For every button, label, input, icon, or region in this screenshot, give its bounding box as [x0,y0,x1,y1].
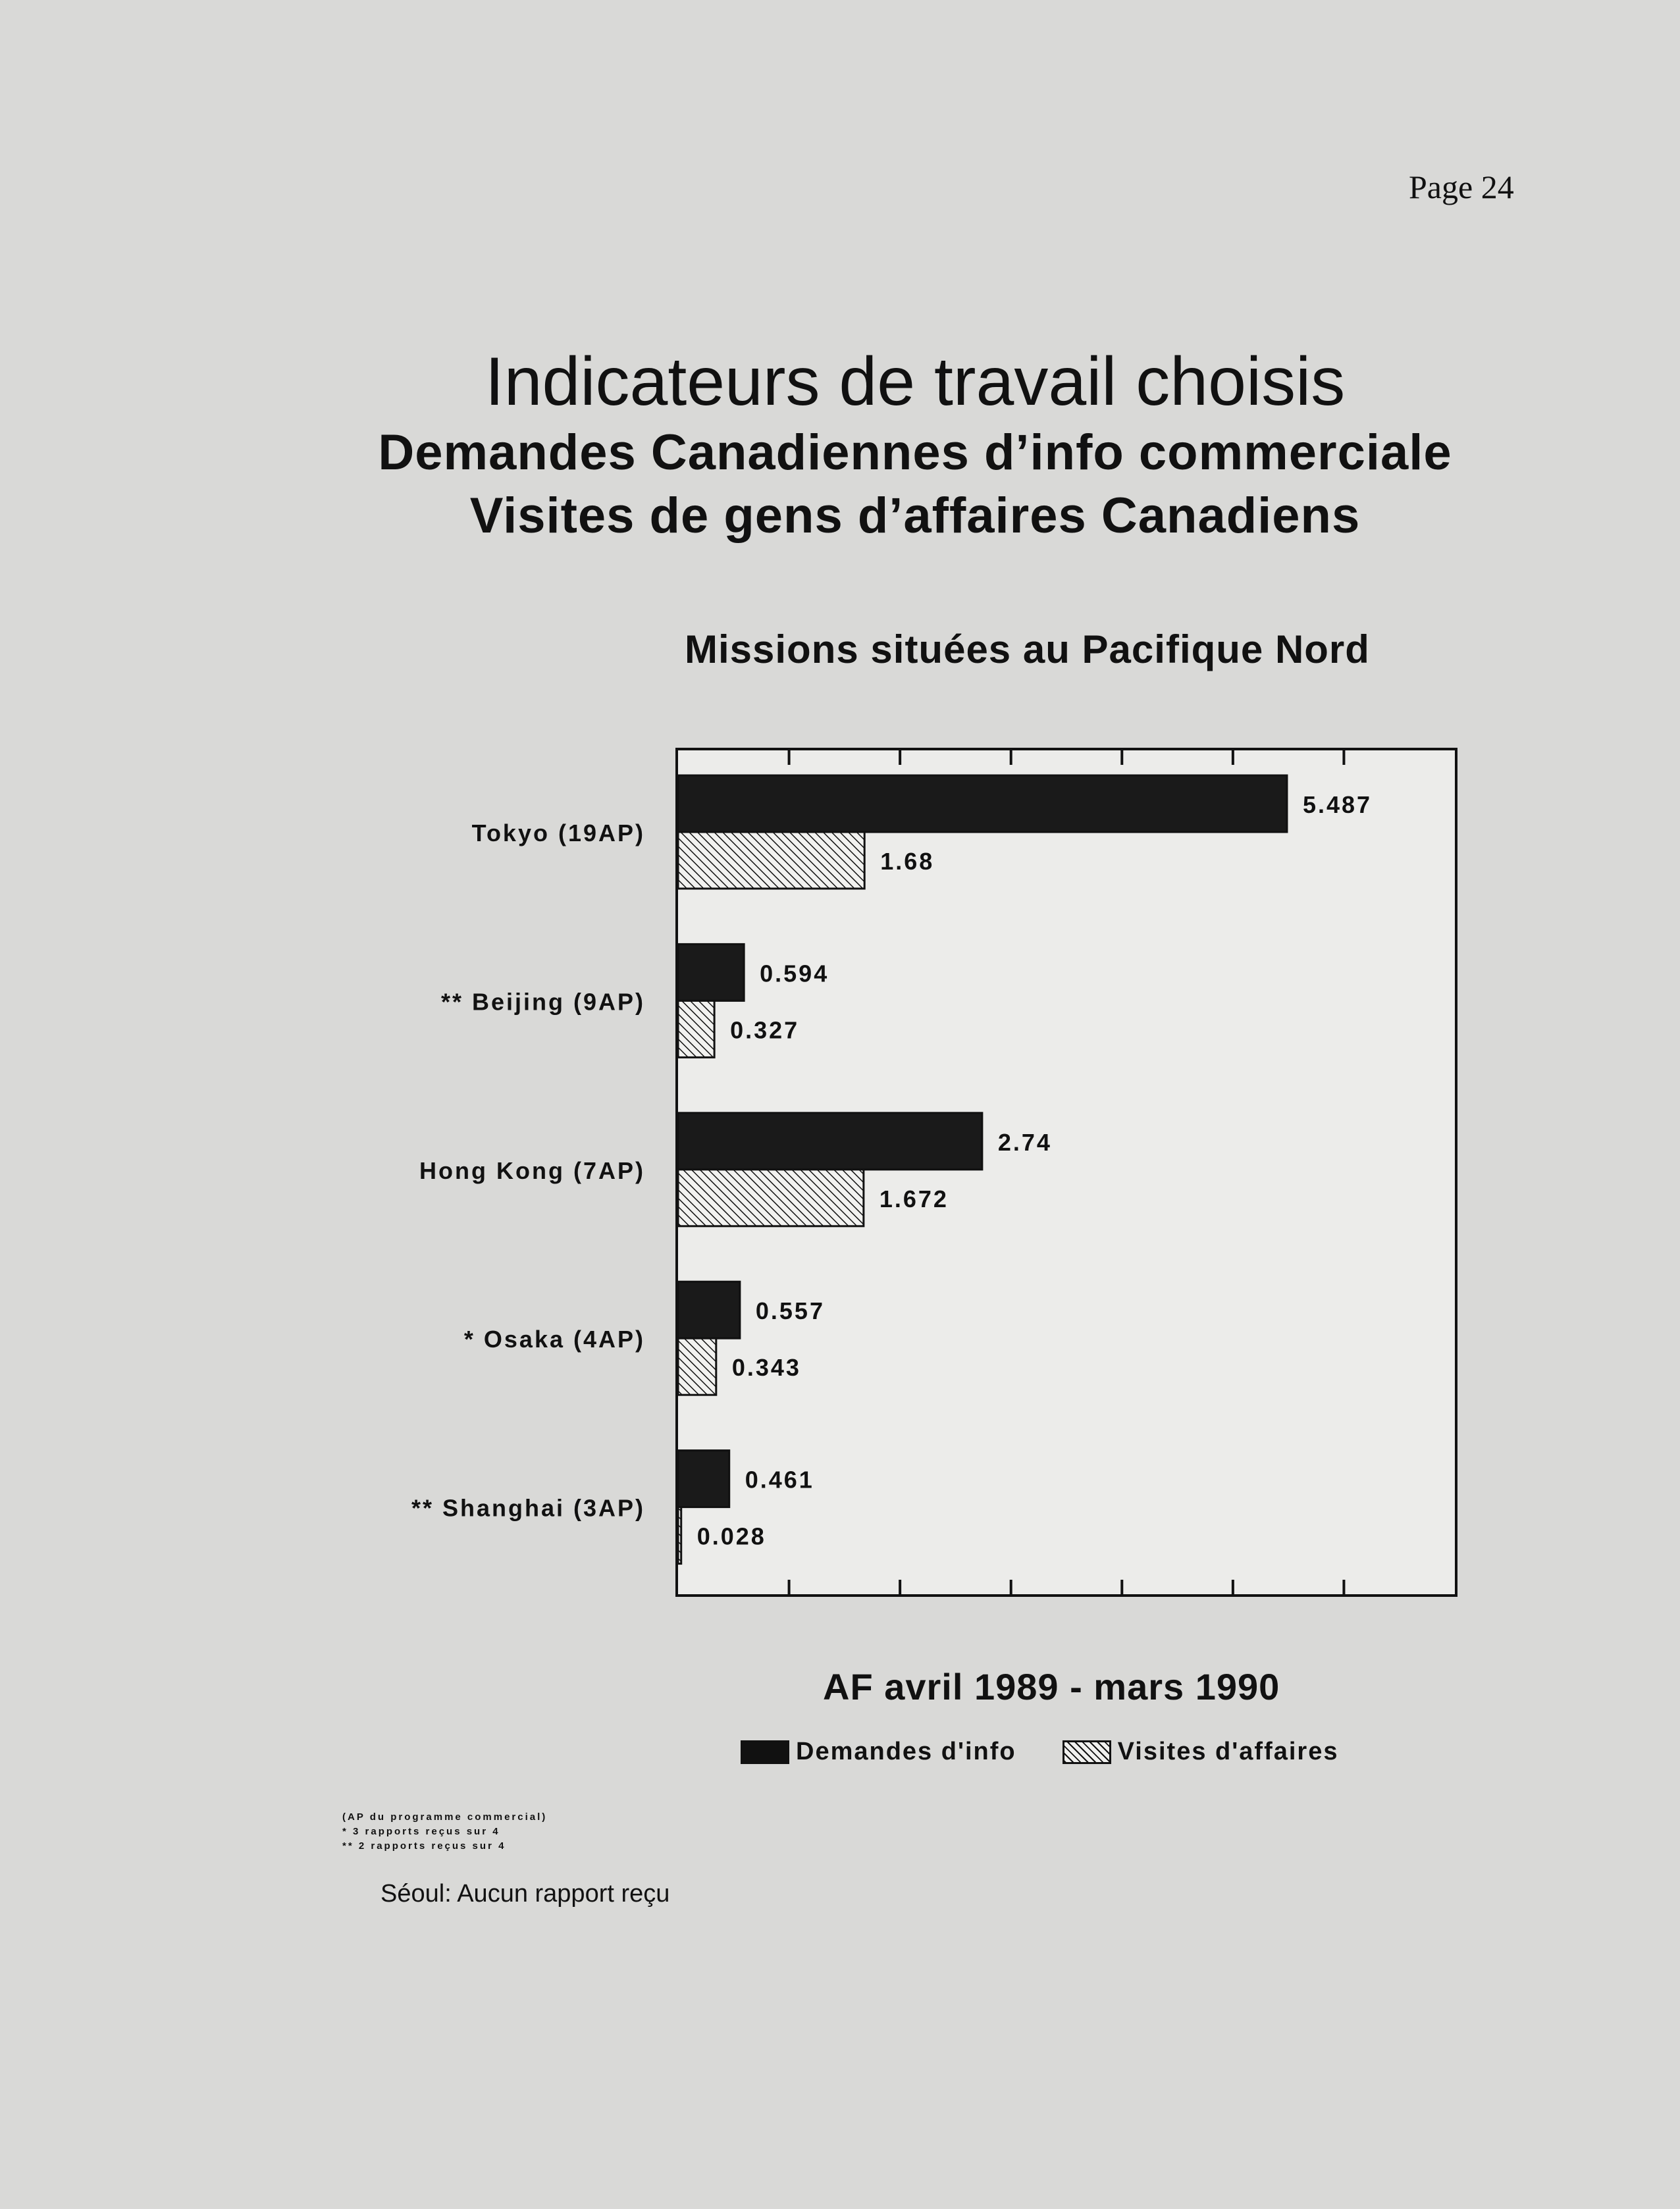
legend-label-visites: Visites d'affaires [1117,1738,1339,1765]
category-label: ** Shanghai (3AP) [411,1494,645,1522]
data-label: 0.461 [745,1466,814,1494]
legend-swatch-hatch [1063,1740,1111,1764]
bar-visites [678,832,864,889]
bar-visites [678,1338,716,1395]
page-subtitle-1: Demandes Canadiennes d’info commerciale [378,425,1452,481]
x-axis-label: AF avril 1989 - mars 1990 [823,1666,1280,1707]
bar-visites [678,1001,714,1057]
page-title: Indicateurs de travail choisis [485,344,1346,420]
category-label: * Osaka (4AP) [463,1326,645,1353]
page-number: Page 24 [1409,169,1514,205]
bar-demandes [678,775,1287,832]
data-label: 0.557 [755,1297,825,1325]
category-label: Hong Kong (7AP) [419,1156,645,1184]
data-label: 0.594 [760,960,829,987]
footnote-2-of-4: ** 2 rapports reçus sur 4 [342,1840,506,1852]
category-label: Tokyo (19AP) [471,819,645,846]
legend-swatch-solid [741,1740,789,1764]
data-label: 0.028 [696,1522,766,1550]
category-label: ** Beijing (9AP) [440,988,645,1016]
legend [741,1738,1384,1766]
data-label: 1.68 [880,848,935,875]
data-label: 1.672 [879,1185,949,1212]
seoul-note: Séoul: Aucun rapport reçu [381,1880,670,1908]
bar-demandes [678,944,744,1001]
legend-item-visites [1063,1738,1339,1766]
data-label: 0.343 [731,1354,801,1382]
footnote-ap: (AP du programme commercial) [342,1811,548,1823]
page-subtitle-2: Visites de gens d’affaires Canadiens [469,488,1361,544]
bar-visites [678,1507,681,1564]
legend-item-demandes [741,1738,1016,1766]
bar-visites [678,1170,864,1226]
bar-demandes [678,1282,740,1338]
footnote-3-of-4: * 3 rapports reçus sur 4 [342,1826,500,1837]
data-label: 2.74 [997,1128,1052,1156]
bar-demandes [678,1113,982,1170]
footnotes [342,1810,547,1854]
bar-demandes [678,1451,729,1507]
legend-label-demandes: Demandes d'info [796,1738,1016,1765]
chart-title: Missions situées au Pacifique Nord [685,627,1370,671]
data-label: 0.327 [730,1016,800,1044]
data-label: 5.487 [1302,791,1373,818]
